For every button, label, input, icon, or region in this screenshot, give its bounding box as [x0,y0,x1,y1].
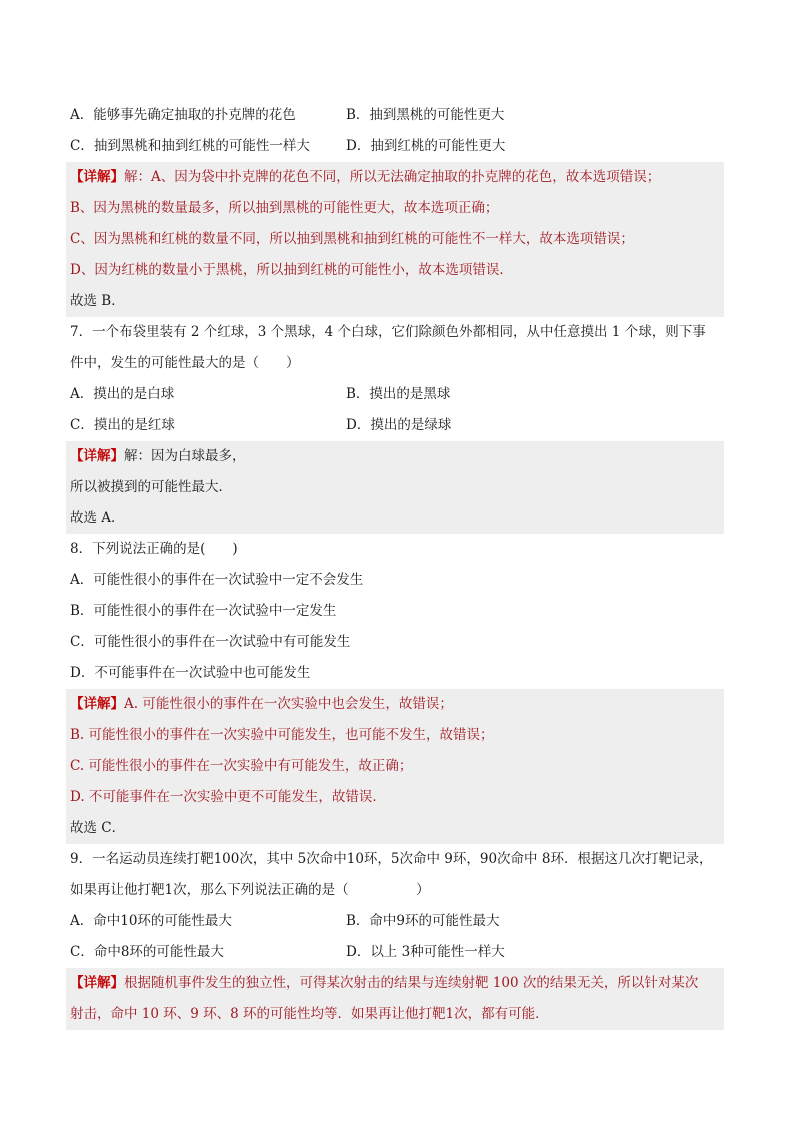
q9-option-c: C．命中8环的可能性最大 [70,944,224,960]
q8-answer-block [66,689,724,844]
q8-option-d: D．不可能事件在一次试验中也可能发生 [70,665,311,681]
q9-options-row-2 [70,937,724,968]
q7-options-row-2 [70,410,724,441]
q7-stem-line-1: 7．一个布袋里装有 2 个红球，3 个黑球，4 个白球，它们除颜色外都相同，从中任意摸出 1 个球，则下事 [70,324,706,340]
q7-answer-conclusion: 故选 A． [70,510,125,526]
q7-stem-line-2: 件中，发生的可能性最大的是（ ） [70,355,300,371]
q6-answer-line-4: D、因为红桃的数量小于黑桃，所以抽到红桃的可能性小，故本选项错误． [70,262,513,278]
q6-options-row-2 [70,131,724,162]
q8-answer-line-4: D. 不可能事件在一次实验中更不可能发生，故错误． [70,789,386,805]
q6-options-row-1 [70,100,724,131]
q9-stem-line-1: 9．一名运动员连续打靶100次，其中 5次命中10环，5次命中 9环，90次命中 8环．根据这几次打靶记录， [70,851,713,867]
q7-option-a: A．摸出的是白球 [70,386,175,402]
q8-answer-line-2: B. 可能性很小的事件在一次实验中可能发生，也可能不发生，故错误； [70,727,494,743]
q9-answer-text-1: 根据随机事件发生的独立性，可得某次射击的结果与连续射靶 100 次的结果无关，所以针对某次 [124,975,699,991]
q6-option-d: D．抽到红桃的可能性更大 [346,138,506,154]
q8-option-a: A．可能性很小的事件在一次试验中一定不会发生 [70,572,364,588]
q7-answer-line-2: 所以被摸到的可能性最大． [70,479,232,495]
q6-option-a: A．能够事先确定抽取的扑克牌的花色 [70,107,296,123]
q8-answer-tag: 【详解】 [70,696,124,712]
q8-option-c: C．可能性很小的事件在一次试验中有可能发生 [70,634,351,650]
q8-option-b: B．可能性很小的事件在一次试验中一定发生 [70,603,337,619]
q9-option-a: A．命中10环的可能性最大 [70,913,232,929]
q6-answer-line-1 [70,162,724,193]
q6-option-b: B．抽到黑桃的可能性更大 [346,107,505,123]
q9-answer-block [66,968,724,1030]
q6-answer-line-3: C、因为黑桃和红桃的数量不同，所以抽到黑桃和抽到红桃的可能性不一样大，故本选项错误； [70,231,634,247]
q6-answer-conclusion: 故选 B． [70,293,125,309]
q7-options-row-1 [70,379,724,410]
q6-option-c: C．抽到黑桃和抽到红桃的可能性一样大 [70,138,310,154]
q9-options-row-1 [70,906,724,937]
q7-option-b: B．摸出的是黑球 [346,386,451,402]
q8-answer-line-1 [70,689,724,720]
q6-answer-tag: 【详解】 [70,169,124,185]
q8-answer-conclusion: 故选 C． [70,820,126,836]
q6-answer-text-1: 解：A、因为袋中扑克牌的花色不同，所以无法确定抽取的扑克牌的花色，故本选项错误； [124,169,661,185]
q8-stem: 8．下列说法正确的是( ) [70,541,238,557]
q6-answer-block [66,162,724,317]
q8-answer-text-1: A. 可能性很小的事件在一次实验中也会发生，故错误； [124,696,453,712]
q8-answer-line-3: C. 可能性很小的事件在一次实验中有可能发生，故正确； [70,758,413,774]
q7-option-c: C．摸出的是红球 [70,417,175,433]
q7-answer-tag: 【详解】 [70,448,124,464]
q9-answer-line-2: 射击，命中 10 环、9 环、8 环的可能性均等．如果再让他打靶1次，都有可能． [70,1006,549,1022]
q9-option-d: D．以上 3种可能性一样大 [346,944,505,960]
q9-answer-line-1 [70,968,724,999]
q6-answer-line-2: B、因为黑桃的数量最多，所以抽到黑桃的可能性更大，故本选项正确； [70,200,499,216]
q7-option-d: D．摸出的是绿球 [346,417,452,433]
q9-stem-line-2: 如果再让他打靶1次，那么下列说法正确的是（ ） [70,882,430,898]
document-page [70,100,724,1030]
q7-answer-line-1 [70,441,724,472]
q9-answer-tag: 【详解】 [70,975,124,991]
q9-option-b: B．命中9环的可能性最大 [346,913,500,929]
q7-answer-block [66,441,724,534]
q7-answer-text-1: 解：因为白球最多， [124,448,246,464]
